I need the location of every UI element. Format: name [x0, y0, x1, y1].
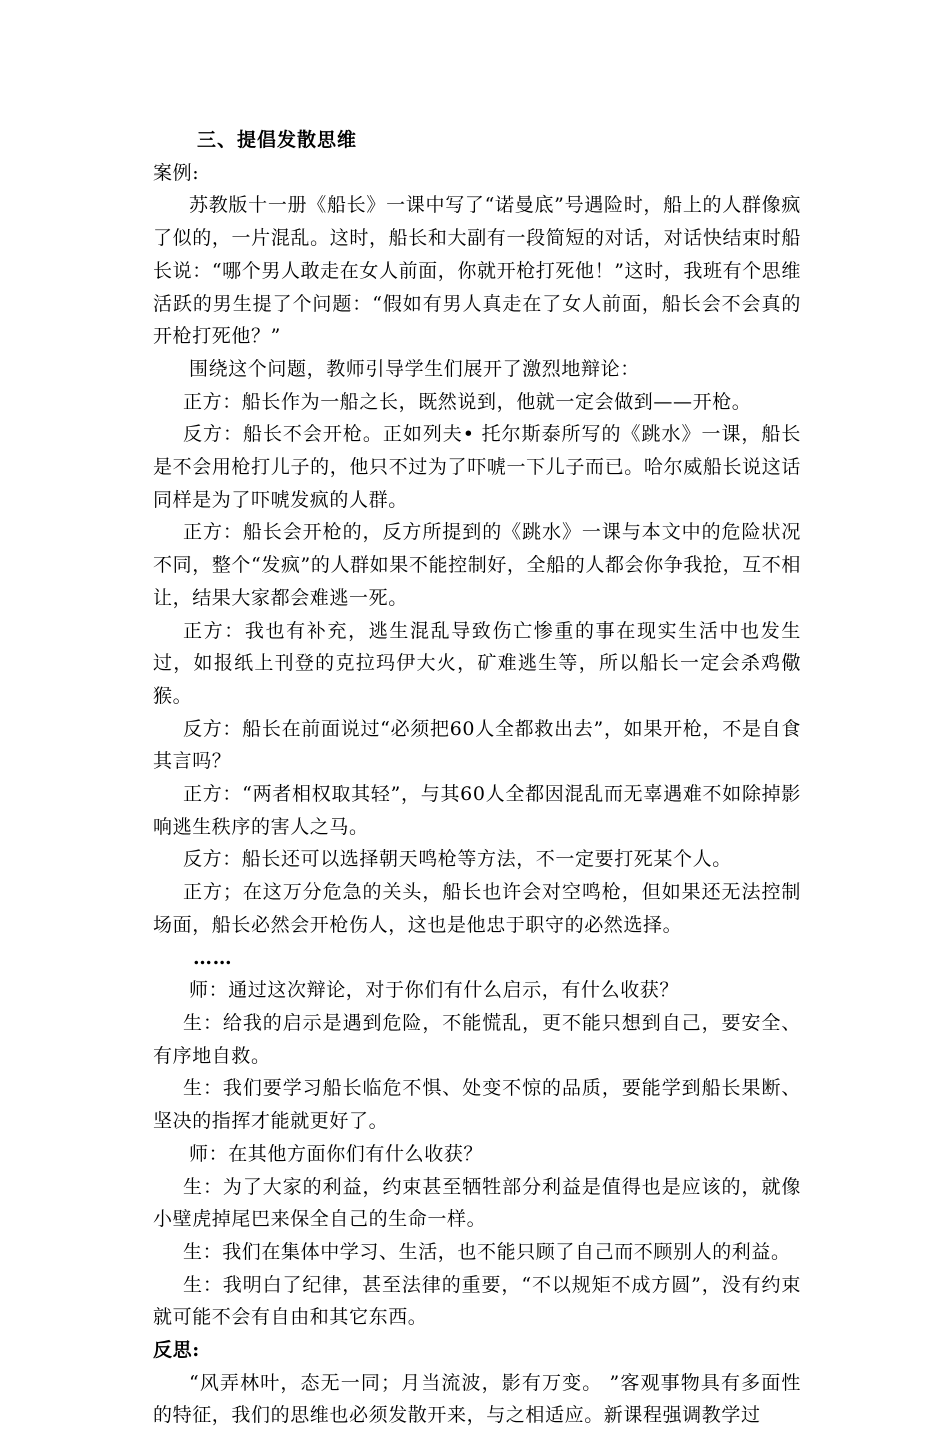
reflection-label: 反思:: [153, 1339, 200, 1362]
case-paragraph: 围绕这个问题，教师引导学生们展开了激烈地辩论：: [189, 357, 640, 380]
section-heading: 三、提倡发散思维: [197, 129, 358, 151]
case-intro-paragraph: 苏教版十一册《船长》一课中写了“诺曼底”号遇险时，船上的人群像疯了似的，一片混乱。这时，船长和大副有一段简短的对话，对话快结束时船长说：“哪个男人敢走在女人前面，你就开枪打死他！”这时，我班有个思维活跃的男生提了个问题：“假如有男人真走在了女人前面，船长会不会真的开枪打死他？”: [153, 194, 801, 348]
dialogue-line: 生：我明白了纪律，甚至法律的重要，“不以规矩不成方圆”，没有约束就可能不会有自由和其它东西。: [153, 1273, 801, 1329]
debate-line: 正方：“两者相权取其轻”，与其60人全都因混乱而无辜遇难不如除掉影响逃生秩序的害人之马。: [153, 783, 801, 838]
debate-line: 反方：船长还可以选择朝天鸣枪等方法，不一定要打死某个人。: [183, 848, 732, 871]
dialogue-line: 生：我们在集体中学习、生活，也不能只顾了自己而不顾别人的利益。: [183, 1240, 791, 1263]
dialogue-line: 师：在其他方面你们有什么收获？: [189, 1142, 484, 1165]
case-label: 案例:: [153, 161, 200, 184]
debate-line: 正方；在这万分危急的关头，船长也许会对空鸣枪，但如果还无法控制场面，船长必然会开枪伤人，这也是他忠于职守的必然选择。: [153, 881, 801, 936]
document-body: [153, 124, 801, 1432]
debate-line: 正方：我也有补充，逃生混乱导致伤亡惨重的事在现实生活中也发生过，如报纸上刊登的克拉玛伊大火，矿难逃生等，所以船长一定会杀鸡儆猴。: [153, 619, 801, 707]
dialogue-line: 生：给我的启示是遇到危险，不能慌乱，更不能只想到自己，要安全、有序地自救。: [153, 1011, 801, 1067]
dialogue-line: 师：通过这次辩论，对于你们有什么启示，有什么收获？: [189, 979, 680, 1002]
debate-line: 反方：船长在前面说过“必须把60人全都救出去”，如果开枪，不是自食其言吗？: [153, 717, 801, 773]
debate-line: 反方：船长不会开枪。正如列夫• 托尔斯泰所写的《跳水》一课，船长是不会用枪打儿子的，他只不过为了吓唬一下儿子而已。哈尔威船长说这话同样是为了吓唬发疯的人群。: [153, 423, 801, 511]
ellipsis: ……: [193, 946, 233, 969]
dialogue-line: 生：我们要学习船长临危不惧、处变不惊的品质，要能学到船长果断、坚决的指挥才能就更好了。: [153, 1077, 801, 1133]
debate-line: 正方：船长会开枪的，反方所提到的《跳水》一课与本文中的危险状况不同，整个“发疯”的人群如果不能控制好，全船的人都会你争我抢，互不相让，结果大家都会难逃一死。: [153, 521, 801, 609]
dialogue-line: 生：为了大家的利益，约束甚至牺牲部分利益是值得也是应该的，就像小壁虎掉尾巴来保全自己的生命一样。: [153, 1175, 801, 1231]
reflection-paragraph: “风弄林叶，态无一同；月当流波，影有万变。 ”客观事物具有多面性的特征，我们的思维也必须发散开来，与之相适应。新课程强调教学过: [153, 1371, 801, 1427]
debate-line: 正方：船长作为一船之长，既然说到，他就一定会做到——开枪。: [183, 390, 752, 413]
